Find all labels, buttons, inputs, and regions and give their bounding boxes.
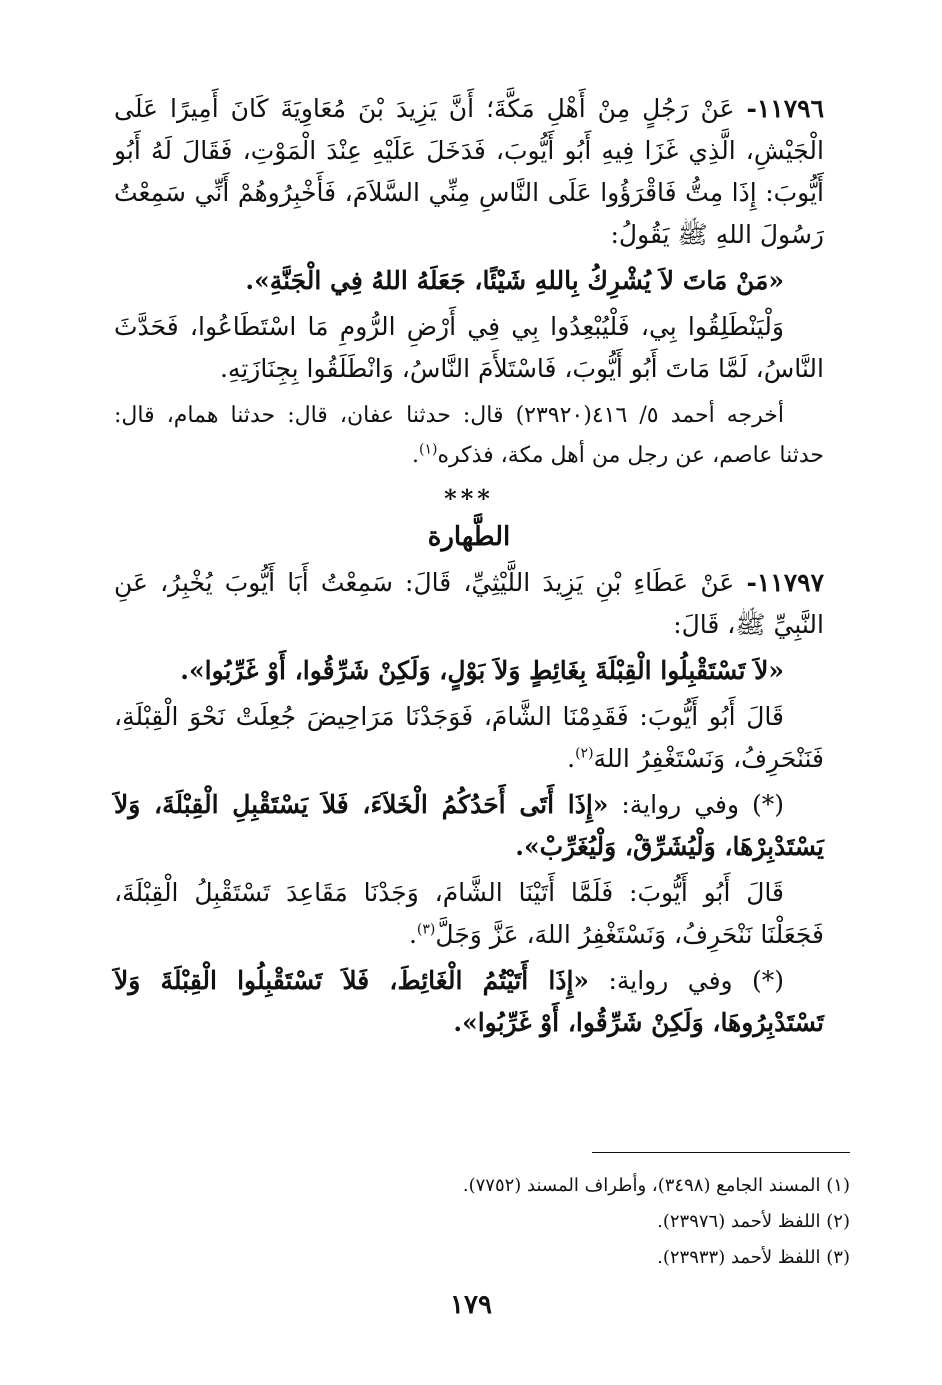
- footnote-ref: (٣): [416, 921, 436, 938]
- riwaya-quote: «إِذَا أَتَى أَحَدُكُمُ الْخَلاَءَ، فَلاَ يَسْتَقْبِلِ الْقِبْلَةَ، وَلاَ يَسْتَدْبِرْهَا، وَلْيُشَرِّقْ، وَلْيُغَرِّبْ».: [114, 790, 824, 861]
- hadith-number: ١١٧٩٧-: [746, 568, 825, 597]
- hadith-11796-quote: «مَنْ مَاتَ لاَ يُشْرِكُ بِاللهِ شَيْئًا، جَعَلَهُ اللهُ فِي الْجَنَّةِ».: [245, 266, 784, 295]
- takhrij-text: أخرجه أحمد ٥/ ٤١٦(٢٣٩٢٠) قال: حدثنا عفان، قال: حدثنا همام، قال: حدثنا عاصم، عن رجل من أهل مكة، فذكره: [114, 403, 824, 468]
- hadith-11797-para1: [114, 696, 824, 780]
- hadith-11796-text: [114, 88, 824, 256]
- hadith-body: عَنْ عَطَاءِ بْنِ يَزِيدَ اللَّيْثِيِّ، قَالَ: سَمِعْتُ أَبَا أَيُّوبَ يُخْبِرُ، عَنِ النَّبِيِّ ﷺ، قَالَ:: [114, 568, 824, 639]
- hadith-11797-riwaya-1: [114, 784, 824, 868]
- takhrij-end: .: [412, 443, 420, 468]
- footnote-divider: [592, 1152, 850, 1153]
- hadith-11797-riwaya-2: [114, 960, 824, 1044]
- riwaya-quote: «إِذَا أَتَيْتُمُ الْغَائِطَ، فَلاَ تَسْتَقْبِلُوا الْقِبْلَةَ وَلاَ تَسْتَدْبِرُوهَا، وَلَكِنْ شَرِّقُوا، أَوْ غَرِّبُوا».: [114, 966, 824, 1037]
- footnote-1: (١) المسند الجامع (٣٤٩٨)، وأطراف المسند (٧٧٥٢).: [462, 1175, 850, 1196]
- hadith-11797-text: [114, 562, 824, 646]
- footnote-ref: (٢): [575, 745, 594, 762]
- hadith-11796-continuation: وَلْيَنْطَلِقُوا بِي، فَلْيُبْعِدُوا بِي فِي أَرْضِ الرُّومِ مَا اسْتَطَاعُوا، فَحَدَّثَ النَّاسُ، لَمَّا مَاتَ أَبُو أَيُّوبَ، فَاسْتَلأَمَ النَّاسُ، وَانْطَلَقُوا بِجِنَازَتِهِ.: [114, 312, 824, 383]
- page-number: ١٧٩: [450, 1290, 492, 1320]
- riwaya-prefix: (*) وفي رواية:: [608, 966, 785, 995]
- section-heading: الطَّهارة: [427, 522, 511, 552]
- footnotes: [130, 1168, 850, 1276]
- para-text: قَالَ أَبُو أَيُّوبَ: فَقَدِمْنَا الشَّامَ، فَوَجَدْنَا مَرَاحِيضَ جُعِلَتْ نَحْوَ الْقِبْلَةِ، فَنَنْحَرِفُ، وَنَسْتَغْفِرُ اللهَ: [114, 702, 824, 773]
- para-end: .: [408, 920, 417, 949]
- section-separator: ***: [444, 484, 494, 513]
- hadith-number: ١١٧٩٦-: [746, 94, 825, 123]
- footnote-ref: (١): [419, 441, 438, 458]
- footnote-2: (٢) اللفظ لأحمد (٢٣٩٧٦).: [657, 1211, 850, 1232]
- hadith-11796-takhrij: [114, 396, 824, 476]
- para-text: قَالَ أَبُو أَيُّوبَ: فَلَمَّا أَتَيْنَا الشَّامَ، وَجَدْنَا مَقَاعِدَ تَسْتَقْبِلُ الْقِبْلَةَ، فَجَعَلْنَا نَنْحَرِفُ، وَنَسْتَغْفِرُ اللهَ، عَزَّ وَجَلَّ: [114, 878, 824, 949]
- para-end: .: [567, 744, 576, 773]
- hadith-11797-para2: [114, 872, 824, 956]
- hadith-body: عَنْ رَجُلٍ مِنْ أَهْلِ مَكَّةَ؛ أَنَّ يَزِيدَ بْنَ مُعَاوِيَةَ كَانَ أَمِيرًا عَلَى الْجَيْشِ، الَّذِي غَزَا فِيهِ أَبُو أَيُّوبَ، فَدَخَلَ عَلَيْهِ عِنْدَ الْمَوْتِ، فَقَالَ لَهُ أَبُو أَيُّوبَ: إِذَا مِتُّ فَاقْرَؤُوا عَلَى النَّاسِ مِنِّي السَّلاَمَ، فَأَخْبِرُوهُمْ أَنِّي سَمِعْتُ رَسُولَ اللهِ ﷺ يَقُولُ:: [114, 94, 824, 249]
- footnote-3: (٣) اللفظ لأحمد (٢٣٩٣٣).: [657, 1247, 850, 1268]
- page-body: [114, 88, 824, 1048]
- hadith-11797-quote: «لاَ تَسْتَقْبِلُوا الْقِبْلَةَ بِغَائِطٍ وَلاَ بَوْلٍ، وَلَكِنْ شَرِّقُوا، أَوْ غَرِّبُوا».: [180, 656, 784, 685]
- riwaya-prefix: (*) وفي رواية:: [621, 790, 785, 819]
